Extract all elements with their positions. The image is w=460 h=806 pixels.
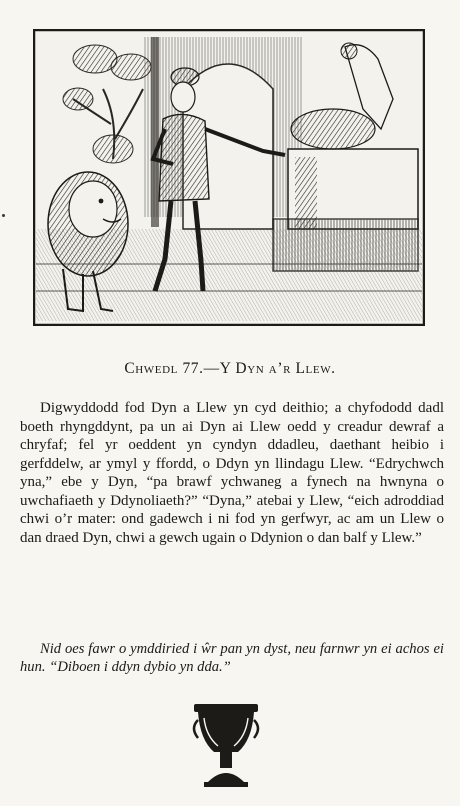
- urn-ornament: [190, 700, 262, 790]
- fable-body: Digwyddodd fod Dyn a Llew yn cyd deithio; a chyfododd dadl boeth rhyngddynt, pa un ai Dyn ai Llew oedd y creadur dewraf a chryfaf; fel yr oeddent yn cyndyn ddadleu, daethant heibio i gerfddelw, ar ymyl y ffordd, o Ddyn yn llindagu Llew. “Edrychwch yna,” ebe y Dyn, “pa brawf ychwaneg a fynech na hwnyna o uwchafiaeth y Ddynoliaeth?” “Dyna,” atebai y Llew, “eich adroddiad chwi o’r mater: ond gadewch i ni fod yn gerfwyr, ac am un Llew o dan draed Dyn, chwi a gewch ugain o Ddynion o dan balf y Llew.”: [20, 400, 444, 546]
- engraving-illustration: [33, 29, 425, 326]
- column: [151, 37, 159, 227]
- moral-proverb: “Diboen i ddyn dybio yn dda.”: [49, 659, 231, 675]
- fable-heading: Chwedl 77.—Y Dyn a’r Llew.: [124, 360, 336, 377]
- moral-text: Nid oes fawr o ymddiried i ŵr pan yn dyst, neu farnwr yn ei achos ei hun.: [20, 641, 444, 675]
- margin-speck: [2, 214, 5, 217]
- fable-moral: [20, 640, 444, 676]
